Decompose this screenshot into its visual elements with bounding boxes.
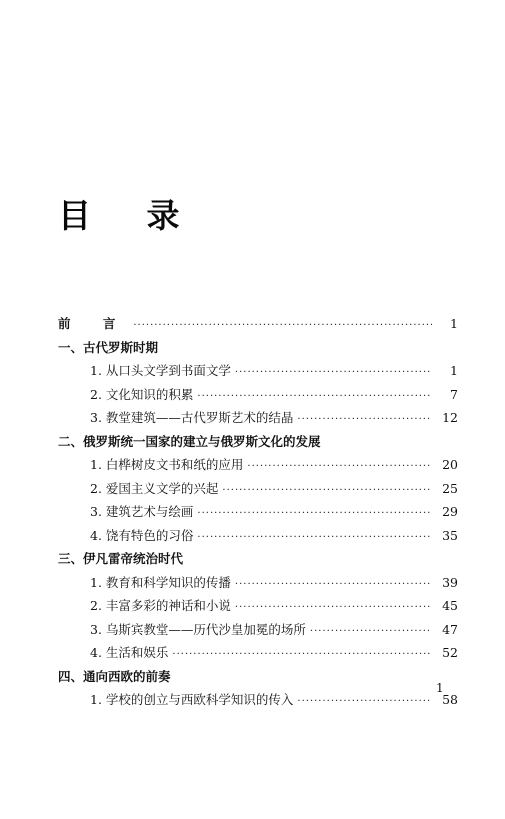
toc-entry[interactable] [58, 477, 458, 501]
section-title: 一、古代罗斯时期 [58, 339, 159, 355]
toc-entry-label: 1. 从口头文学到书面文学 [90, 363, 231, 378]
toc-entry-label: 1. 教育和科学知识的传播 [90, 574, 231, 590]
dot-leader [197, 526, 432, 550]
dot-leader [133, 314, 432, 338]
toc-entry-label: 3. 乌斯宾教堂——历代沙皇加冕的场所 [90, 621, 306, 637]
page-title: 目 录 [58, 196, 202, 235]
toc-page-number: 7 [450, 386, 458, 402]
section-title: 四、通向西欧的前奏 [58, 668, 171, 684]
toc-entry[interactable] [58, 406, 458, 430]
toc-page-number: 58 [442, 692, 458, 707]
toc-entry-label: 2. 爱国主义文学的兴起 [90, 480, 219, 496]
dot-leader [172, 643, 432, 667]
toc-entry-label: 2. 丰富多彩的神话和小说 [90, 598, 231, 613]
toc-entry-label: 4. 饶有特色的习俗 [90, 527, 194, 543]
dot-leader [235, 361, 432, 385]
toc-entry-label: 4. 生活和娱乐 [90, 645, 169, 660]
dot-leader [197, 502, 432, 526]
toc-entry[interactable] [58, 571, 458, 595]
toc-section-heading[interactable] [58, 336, 458, 360]
toc-entry[interactable] [58, 641, 458, 665]
toc-page-number: 47 [442, 621, 458, 637]
toc-page-number: 1 [450, 363, 458, 378]
toc-row-preface[interactable] [58, 312, 458, 336]
dot-leader [222, 479, 432, 503]
toc-entry[interactable] [58, 688, 458, 712]
toc-page-number: 20 [442, 457, 458, 472]
toc-entry[interactable] [58, 524, 458, 548]
footer-page-number: 1 [436, 681, 444, 695]
dot-leader [235, 573, 432, 597]
section-title: 三、伊凡雷帝统治时代 [58, 551, 184, 566]
toc-entry[interactable] [58, 500, 458, 524]
toc-page-number: 52 [442, 645, 458, 660]
toc-entry-label: 1. 学校的创立与西欧科学知识的传入 [90, 692, 294, 707]
section-title: 二、俄罗斯统一国家的建立与俄罗斯文化的发展 [58, 433, 321, 449]
toc-entry[interactable] [58, 453, 458, 477]
table-of-contents [58, 312, 458, 712]
toc-page-number: 25 [442, 480, 458, 496]
toc-entry[interactable] [58, 618, 458, 642]
toc-entry-label: 3. 教堂建筑——古代罗斯艺术的结晶 [90, 410, 294, 425]
dot-leader [297, 408, 432, 432]
toc-preface-label: 前 言 [58, 316, 130, 331]
dot-leader [247, 455, 432, 479]
toc-entry-label: 3. 建筑艺术与绘画 [90, 504, 194, 519]
toc-entry-label: 2. 文化知识的积累 [90, 386, 194, 402]
toc-page-number: 29 [442, 504, 458, 519]
toc-page-number: 35 [442, 527, 458, 543]
toc-entry-label: 1. 白桦树皮文书和纸的应用 [90, 457, 244, 472]
toc-page-number: 12 [442, 410, 458, 425]
toc-entry[interactable] [58, 383, 458, 407]
toc-page-number: 45 [442, 598, 458, 613]
dot-leader [310, 620, 432, 644]
toc-section-heading[interactable] [58, 430, 458, 454]
toc-section-heading[interactable] [58, 547, 458, 571]
toc-page-number: 1 [450, 316, 458, 331]
toc-section-heading[interactable] [58, 665, 458, 689]
toc-page-number: 39 [442, 574, 458, 590]
dot-leader [235, 596, 432, 620]
toc-entry[interactable] [58, 359, 458, 383]
dot-leader [197, 385, 432, 409]
dot-leader [297, 690, 432, 714]
toc-entry[interactable] [58, 594, 458, 618]
